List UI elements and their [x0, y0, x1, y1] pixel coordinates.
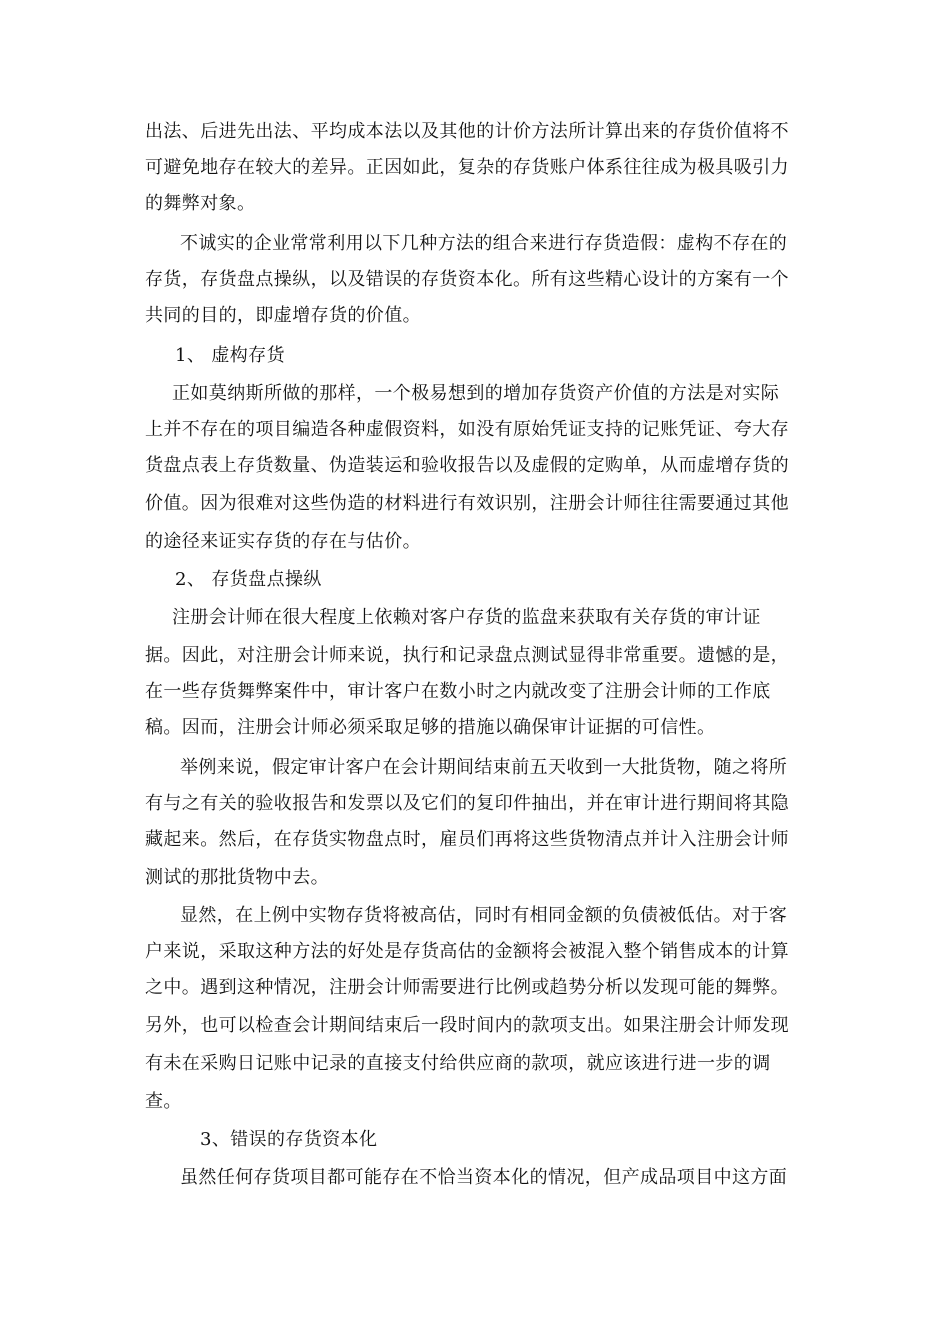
section-heading: 1、 虚构存货 [175, 345, 285, 366]
text-line: 有未在采购日记账中记录的直接支付给供应商的款项，就应该进行进一步的调 [145, 1053, 771, 1074]
text-line: 存货，存货盘点操纵，以及错误的存货资本化。所有这些精心设计的方案有一个 [145, 269, 789, 290]
text-line: 上并不存在的项目编造各种虚假资料，如没有原始凭证支持的记账凭证、夸大存 [145, 419, 789, 440]
text-line: 共同的目的，即虚增存货的价值。 [145, 305, 421, 326]
text-line: 举例来说，假定审计客户在会计期间结束前五天收到一大批货物，随之将所 [180, 757, 788, 778]
text-line: 可避免地存在较大的差异。正因如此，复杂的存货账户体系往往成为极具吸引力 [145, 157, 789, 178]
text-line: 藏起来。然后，在存货实物盘点时，雇员们再将这些货物清点并计入注册会计师 [145, 829, 789, 850]
text-line: 正如莫纳斯所做的那样，一个极易想到的增加存货资产价值的方法是对实际 [172, 383, 780, 404]
text-line: 不诚实的企业常常利用以下几种方法的组合来进行存货造假：虚构不存在的 [180, 233, 788, 254]
text-line: 的舞弊对象。 [145, 193, 256, 214]
text-line: 测试的那批货物中去。 [145, 867, 329, 888]
section-heading: 3、错误的存货资本化 [200, 1129, 378, 1150]
text-line: 货盘点表上存货数量、伪造装运和验收报告以及虚假的定购单，从而虚增存货的 [145, 455, 789, 476]
text-line: 据。因此，对注册会计师来说，执行和记录盘点测试显得非常重要。遗憾的是， [145, 645, 789, 666]
text-line: 查。 [145, 1091, 182, 1112]
text-line: 显然，在上例中实物存货将被高估，同时有相同金额的负债被低估。对于客 [180, 905, 788, 926]
text-line: 注册会计师在很大程度上依赖对客户存货的监盘来获取有关存货的审计证 [172, 607, 761, 628]
text-line: 户来说，采取这种方法的好处是存货高估的金额将会被混入整个销售成本的计算 [145, 941, 789, 962]
text-line: 在一些存货舞弊案件中，审计客户在数小时之内就改变了注册会计师的工作底 [145, 681, 771, 702]
text-line: 的途径来证实存货的存在与估价。 [145, 531, 421, 552]
text-line: 之中。遇到这种情况，注册会计师需要进行比例或趋势分析以发现可能的舞弊。 [145, 977, 789, 998]
text-line: 出法、后进先出法、平均成本法以及其他的计价方法所计算出来的存货价值将不 [145, 121, 789, 142]
text-line: 稿。因而，注册会计师必须采取足够的措施以确保审计证据的可信性。 [145, 717, 716, 738]
text-line: 价值。因为很难对这些伪造的材料进行有效识别，注册会计师往往需要通过其他 [145, 493, 789, 514]
text-line: 有与之有关的验收报告和发票以及它们的复印件抽出，并在审计进行期间将其隐 [145, 793, 789, 814]
section-heading: 2、 存货盘点操纵 [175, 569, 322, 590]
text-line: 另外，也可以检查会计期间结束后一段时间内的款项支出。如果注册会计师发现 [145, 1015, 789, 1036]
text-line: 虽然任何存货项目都可能存在不恰当资本化的情况，但产成品项目中这方面 [180, 1167, 788, 1188]
